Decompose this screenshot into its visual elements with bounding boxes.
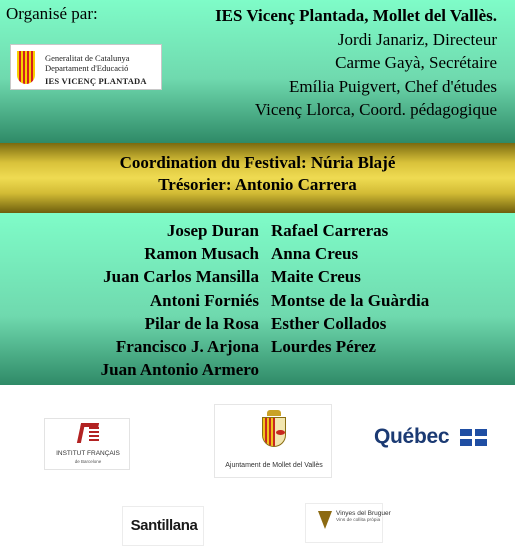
vinyes-tagline: Vins de collita pròpia [336,518,381,523]
ajuntament-mollet-logo [214,404,332,478]
catalan-flag-icon [17,51,35,84]
member-name: Rafael Carreras [271,221,389,240]
institut-francais-logo [44,418,130,470]
staff-member: Carme Gayà, Secrétaire [335,53,497,72]
member-name: Maite Creus [271,267,361,287]
quebec-logo [368,420,490,454]
generalitat-line-3: IES VICENÇ PLANTADA [45,76,147,86]
crown-icon [267,410,281,416]
institut-city: de Barcelone [74,459,102,464]
member-name: Josep Duran [166,221,259,240]
staff-member: Emília Puigvert, Chef d'études [289,76,497,96]
member-name: Ramon Musach [144,244,259,264]
institut-name: INSTITUT FRANÇAIS [56,450,120,457]
member-name: Antoni Forniés [149,290,259,310]
school-name: IES Vicenç Plantada, Mollet del Vallès. [215,6,497,25]
member-name: Lourdes Pérez [271,337,376,357]
ajuntament-caption: Ajuntament de Mollet del Vallès [225,462,323,469]
member-name: Pilar de la Rosa [144,313,259,333]
organiser-list [215,4,497,122]
generalitat-line-2: Departament d'Educació [45,63,129,73]
organise-label: Organisé par: [6,4,98,23]
vinyes-name: Vinyes del Bruguer [336,510,391,517]
coat-of-arms-icon [262,417,286,447]
member-name: Juan Carlos Mansilla [103,267,259,287]
santillana-logo [122,506,204,546]
staff-member: Vicenç Llorca, Coord. pédagogique [254,100,497,119]
quebec-wordmark: Québec [374,425,450,448]
vinyes-emblem-icon [318,511,332,529]
coordination-line: Coordination du Festival: Núria Blajé [119,153,396,172]
festival-coordination [0,152,515,196]
member-name: Montse de la Guàrdia [271,290,430,310]
generalitat-logo [10,44,162,90]
generalitat-line-1: Generalitat de Catalunya [45,53,130,63]
santillana-wordmark: Santillana [130,517,198,534]
institut-stripes-icon [89,427,99,441]
member-name: Francisco J. Arjona [115,337,259,357]
vinyes-bruguer-logo [305,503,391,543]
quebec-flag-icon [460,429,487,446]
treasurer-line: Trésorier: Antonio Carrera [158,175,357,194]
members-left-column [101,219,259,381]
members-right-column [271,219,429,358]
member-name: Juan Antonio Armero [100,360,259,380]
staff-member: Jordi Janariz, Directeur [337,29,497,49]
member-name: Anna Creus [271,244,359,264]
member-name: Esther Collados [271,313,387,333]
